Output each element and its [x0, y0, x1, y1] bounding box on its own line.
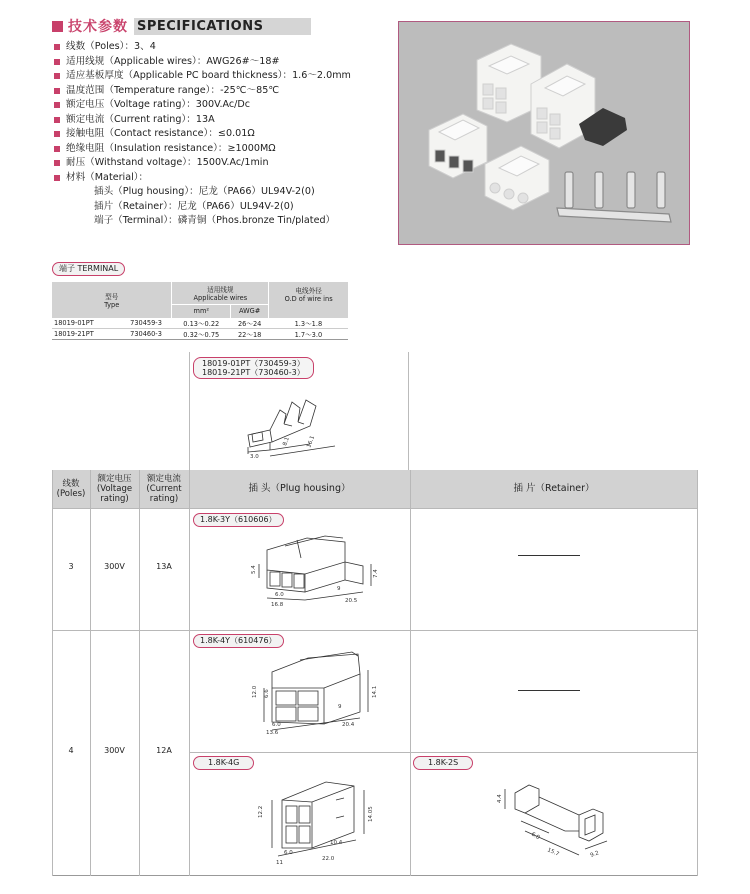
svg-text:5.4: 5.4 [251, 565, 257, 574]
header-square-icon [52, 21, 63, 32]
svg-text:11: 11 [276, 860, 283, 866]
svg-text:15.7: 15.7 [546, 847, 560, 858]
header-title-cn: 技术参数 [68, 19, 128, 35]
svg-text:20.5: 20.5 [345, 598, 358, 604]
bullet-icon [54, 73, 60, 79]
svg-text:22.0: 22.0 [322, 856, 335, 862]
bullet-icon [54, 88, 60, 94]
table-row: 18019-21PT 730460-3 0.32～0.75 22～18 1.7～3.0 [52, 329, 348, 340]
spec-item: 接触电阻（Contact resistance）：≤0.01Ω [52, 127, 397, 142]
divider [52, 470, 53, 876]
svg-text:9: 9 [337, 586, 341, 592]
voltage-header: 额定电压 (Voltage rating) [90, 470, 139, 508]
table-row: 18019-01PT 730459-3 0.13～0.22 26～24 1.3～1.8 [52, 318, 348, 329]
svg-text:9.2: 9.2 [589, 850, 600, 859]
bullet-icon [54, 117, 60, 123]
retainer-2s-drawing [495, 775, 635, 865]
row-poles: 3 [68, 562, 74, 571]
plug-header: 插 头（Plug housing） [189, 470, 410, 508]
connector-photo-illustration [399, 22, 691, 246]
svg-text:16.8: 16.8 [271, 602, 284, 608]
spec-item: 额定电流（Current rating）：13A [52, 113, 397, 128]
plug-4g-label: 1.8K-4G [193, 756, 254, 770]
retainer-none-line [518, 555, 580, 556]
row-poles: 4 [68, 746, 74, 755]
svg-text:6.0: 6.0 [284, 850, 293, 856]
svg-text:14.05: 14.05 [368, 806, 374, 822]
retainer-none-line [518, 690, 580, 691]
plug-4y-drawing [248, 648, 398, 738]
row-voltage: 300V [104, 746, 125, 755]
mm2-header: mm² [172, 304, 231, 318]
plug-3y-label: 1.8K-3Y（610606） [193, 513, 284, 527]
terminal-model-label: 18019-01PT（730459-3） 18019-21PT（730460-3） [193, 357, 314, 379]
bullet-icon [54, 44, 60, 50]
bullet-icon [54, 175, 60, 181]
divider [52, 508, 698, 509]
row-current: 12A [156, 746, 172, 755]
plug-3y-drawing [245, 528, 395, 608]
svg-text:16.1: 16.1 [306, 435, 317, 449]
svg-text:6.0: 6.0 [275, 592, 284, 598]
row-voltage: 300V [104, 562, 125, 571]
svg-text:6.0: 6.0 [530, 831, 541, 842]
plug-4y-label: 1.8K-4Y（610476） [193, 634, 284, 648]
header-title-en: SPECIFICATIONS [134, 18, 311, 35]
terminal-table [52, 282, 348, 340]
bullet-icon [54, 160, 60, 166]
svg-text:20.4: 20.4 [342, 722, 355, 728]
retainer-header: 插 片（Retainer） [410, 470, 698, 508]
product-photo [398, 21, 690, 245]
spec-item: 适应基板厚度（Applicable PC board thickness）：1.6～2.0mm [52, 69, 397, 84]
spec-item: 耐压（Withstand voltage）：1500V.Ac/1min [52, 156, 397, 171]
svg-text:8.1: 8.1 [282, 436, 291, 447]
spec-item: 绝缘电阻（Insulation resistance）：≥1000MΩ [52, 142, 397, 157]
spec-item: 线数（Poles）：3、4 [52, 40, 397, 55]
spec-item: 温度范围（Temperature range）：-25℃～85℃ [52, 84, 397, 99]
poles-header: 线数 (Poles) [52, 470, 90, 508]
svg-text:3.0: 3.0 [250, 454, 259, 460]
divider [697, 470, 698, 876]
bullet-icon [54, 146, 60, 152]
divider [52, 630, 698, 631]
bullet-icon [54, 59, 60, 65]
svg-text:7.4: 7.4 [373, 569, 379, 578]
divider [189, 752, 698, 753]
wires-header: 适用线规 Applicable wires [172, 282, 269, 304]
svg-text:10.4: 10.4 [330, 840, 343, 846]
terminal-drawing [240, 390, 360, 465]
svg-text:13.6: 13.6 [266, 730, 279, 736]
bullet-icon [54, 102, 60, 108]
spec-item: 材料（Material）： [52, 171, 397, 186]
material-item: 插头（Plug housing）：尼龙（PA66）UL94V-2(0) [94, 186, 315, 197]
divider [189, 470, 190, 876]
material-item: 端子（Terminal）：磷青铜（Phos.bronze Tin/plated） [94, 215, 336, 226]
terminal-label: 端子 TERMINAL [52, 262, 125, 276]
spec-item: 额定电压（Voltage rating）：300V.Ac/Dc [52, 98, 397, 113]
bullet-icon [54, 131, 60, 137]
od-header: 电线外径 O.D of wire ins [269, 282, 348, 318]
spec-list [52, 40, 397, 229]
awg-header: AWG# [231, 304, 269, 318]
svg-text:6.0: 6.0 [272, 722, 281, 728]
svg-text:14.1: 14.1 [372, 685, 378, 698]
svg-text:4.4: 4.4 [497, 794, 503, 803]
svg-text:6.6: 6.6 [264, 689, 270, 698]
retainer-2s-label: 1.8K-2S [413, 756, 473, 770]
svg-text:12.2: 12.2 [258, 805, 264, 818]
divider [90, 470, 91, 876]
current-header: 额定电流 (Current rating) [139, 470, 189, 508]
spec-header [52, 16, 311, 36]
spec-item: 适用线规（Applicable wires）：AWG26#～18# [52, 55, 397, 70]
material-item: 插片（Retainer）：尼龙（PA66）UL94V-2(0) [94, 200, 294, 212]
plug-4g-drawing [248, 772, 398, 867]
type-header: 型号 Type [52, 282, 172, 318]
divider [410, 470, 411, 876]
svg-text:12.0: 12.0 [252, 685, 258, 698]
row-current: 13A [156, 562, 172, 571]
svg-text:9: 9 [338, 704, 342, 710]
divider [139, 470, 140, 876]
